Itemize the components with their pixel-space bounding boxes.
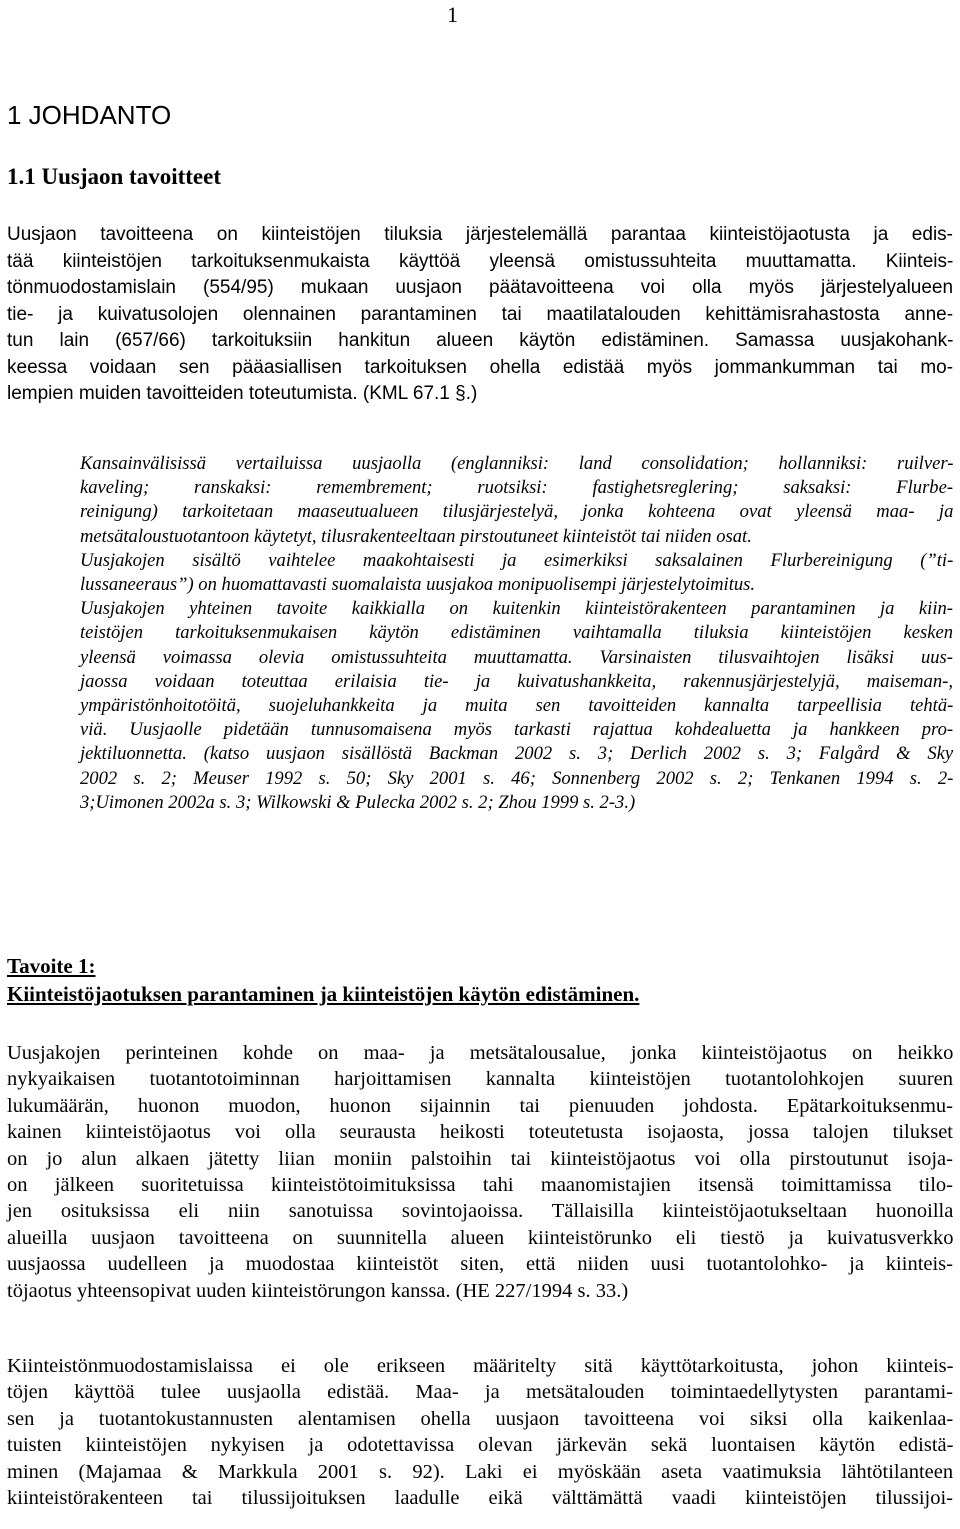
text-line: 2002 s. 2; Meuser 1992 s. 50; Sky 2001 s. 46; Sonnenberg 2002 s. 2; Tenkanen 1994 s. 2- (80, 767, 954, 789)
text-line: ympäristönhoitotöitä, suojeluhankkeita ja muita sen tavoitteiden kannalta tarpeellisia tehtä- (80, 695, 954, 717)
text-line: tun lain (657/66) tarkoituksiin hankitun alueen käytön edistäminen. Samassa uusjakohank- (7, 330, 954, 351)
text-line: Uusjakojen sisältö vaihtelee maakohtaisesti ja esimerkiksi saksalainen Flurbereinigung (”ti- (80, 549, 954, 571)
text-line: lukumäärän, huonon muodon, huonon sijainnin tai pienuuden johdosta. Epätarkoituksenmu- (7, 1094, 953, 1117)
text-line: töjaotus yhteensopivat uuden kiinteistörungon kanssa. (HE 227/1994 s. 33.) (7, 1279, 629, 1302)
text-line: Uusjakojen perinteinen kohde on maa- ja metsätalousalue, jonka kiinteistöjaotus on heikko (7, 1042, 954, 1064)
section-heading: 1.1 Uusjaon tavoitteet (7, 164, 221, 189)
text-line: lempien muiden tavoitteiden toteutumista. (KML 67.1 §.) (7, 383, 478, 404)
text-line: töjen käyttöä tulee uusjaolla edistää. Maa- ja metsätalouden toimintaedellytysten parantami- (7, 1381, 953, 1404)
text-line: tuisten kiinteistöjen nykyisen ja odotettavissa olevan järkevän sekä luontaisen käytön edistä- (7, 1434, 954, 1457)
text-line: metsätaloustuotantoon käytetyt, tilusrakenteeltaan pirstoutuneet kiinteistöt tai niiden osat. (80, 525, 752, 547)
text-line: jen osituksissa eli niin sanotuissa sovintojaoissa. Tällaisilla kiinteistöjaotukseltaan huonoilla (7, 1200, 954, 1223)
text-line: nykyaikaisen tuotantotoiminnan harjoittamisen kannalta kiinteistöjen tuotantolohkojen suuren (7, 1068, 953, 1091)
page-number: 1 (447, 2, 458, 27)
text-line: teistöjen tarkoituksenmukaisen käytön edistäminen vaihtamalla tiluksia kiinteistöjen kesken (80, 622, 954, 644)
text-line: viä. Uusjaolle pidetään tunnusomaisena myös tarkasti rajattua kohdealuetta ja hankkeen pro- (80, 719, 954, 741)
italic-note-block (80, 452, 953, 815)
text-line: minen (Majamaa & Markkula 2001 s. 92). Laki ei myöskään aseta vaatimuksia lähtötilanteen (7, 1460, 954, 1483)
text-line: jektiluonnetta. (katso uusjaon sisällöstä Backman 2002 s. 3; Derlich 2002 s. 3; Falgård & Sky (80, 743, 954, 765)
text-line: keessa voidaan sen pääasiallisen tarkoituksen ohella edistää myös jommankumman tai mo- (7, 356, 954, 378)
text-line: Uusjakojen yhteinen tavoite kaikkialla on kuitenkin kiinteistörakenteen parantaminen ja kiin- (80, 598, 953, 620)
chapter-heading: 1 JOHDANTO (7, 100, 172, 130)
text-line: sen ja tuotantokustannusten alentamisen ohella uusjaon tavoitteena voi siksi olla kaikenlaa- (7, 1407, 954, 1430)
text-line: yleensä voimassa olevia omistussuhteita muuttamatta. Varsinaisten tilusvaihtojen lisäksi uus- (80, 646, 953, 668)
text-line: alueilla uusjaon tavoitteena on suunnitella alueen kiinteistörunko eli tiestö ja kuivatusverkko (7, 1226, 954, 1249)
text-line: uusjaossa uudelleen ja muodostaa kiinteistöt siten, että niiden uusi tuotantolohko- ja kiinteis- (7, 1253, 953, 1276)
text-line: 3;Uimonen 2002a s. 3; Wilkowski & Pulecka 2002 s. 2; Zhou 1999 s. 2-3.) (80, 791, 636, 813)
goal-heading (7, 952, 639, 1008)
text-line: kaveling; ranskaksi: remembrement; ruotsiksi: fastighetsreglering; saksaksi: Flurbe- (80, 477, 954, 499)
goal-title: Kiinteistöjaotuksen parantaminen ja kiinteistöjen käytön edistäminen. (7, 982, 640, 1006)
text-line: lussaneeraus”) on huomattavasti suomalaista uusjakoa monipuolisempi järjestelytoimitus. (80, 574, 756, 596)
text-line: tönmuodostamislain (554/95) mukaan uusjaon päätavoitteena voi olla myös järjestelyalueen (7, 277, 954, 298)
text-line: Uusjaon tavoitteena on kiinteistöjen tiluksia järjestelemällä parantaa kiinteistöjaotusta ja edis- (7, 224, 953, 245)
text-line: tää kiinteistöjen tarkoituksenmukaista käyttöä yleensä omistussuhteita muuttamatta. Kiinteis- (7, 250, 954, 272)
body-paragraph-2 (7, 1040, 953, 1304)
goal-label: Tavoite 1: (7, 954, 96, 978)
text-line: reinigung) tarkoitetaan maaseutualueen tilusjärjestelyä, jonka kohteena ovat yleensä maa- ja (80, 501, 954, 523)
body-paragraph-3 (7, 1353, 953, 1511)
text-line: on jälkeen suoritetuissa kiinteistötoimituksissa tahi maanomistajien itsensä toimittamissa tilo- (7, 1174, 953, 1197)
text-line: kainen kiinteistöjaotus voi olla seurausta heikosti toteutetusta isojaosta, jossa talojen tilukset (7, 1121, 953, 1144)
text-line: jaossa voidaan toteuttaa erilaisia tie- ja kuivatushankkeita, rakennusjärjestelyjä, maiseman-, (80, 670, 953, 692)
text-line: Kiinteistönmuodostamislaissa ei ole erikseen määritelty sitä käyttötarkoitusta, johon kiinteis- (7, 1355, 954, 1377)
text-line: Kansainvälisissä vertailuissa uusjaolla (englanniksi: land consolidation; hollanniksi: ruilver- (80, 453, 954, 474)
text-line: kiinteistörakenteen tai tilussijoituksen laadulle eikä välttämättä vaadi kiinteistöjen tilussijoi- (7, 1487, 953, 1510)
intro-paragraph (7, 222, 953, 408)
text-line: tie- ja kuivatusolojen olennainen parantaminen tai maatilatalouden kehittämisrahastosta anne- (7, 303, 954, 325)
text-line: on jo alun alkaen jätetty liian moniin palstoihin tai kiinteistöjaotus voi olla pirstoutunut isoja- (7, 1147, 953, 1170)
